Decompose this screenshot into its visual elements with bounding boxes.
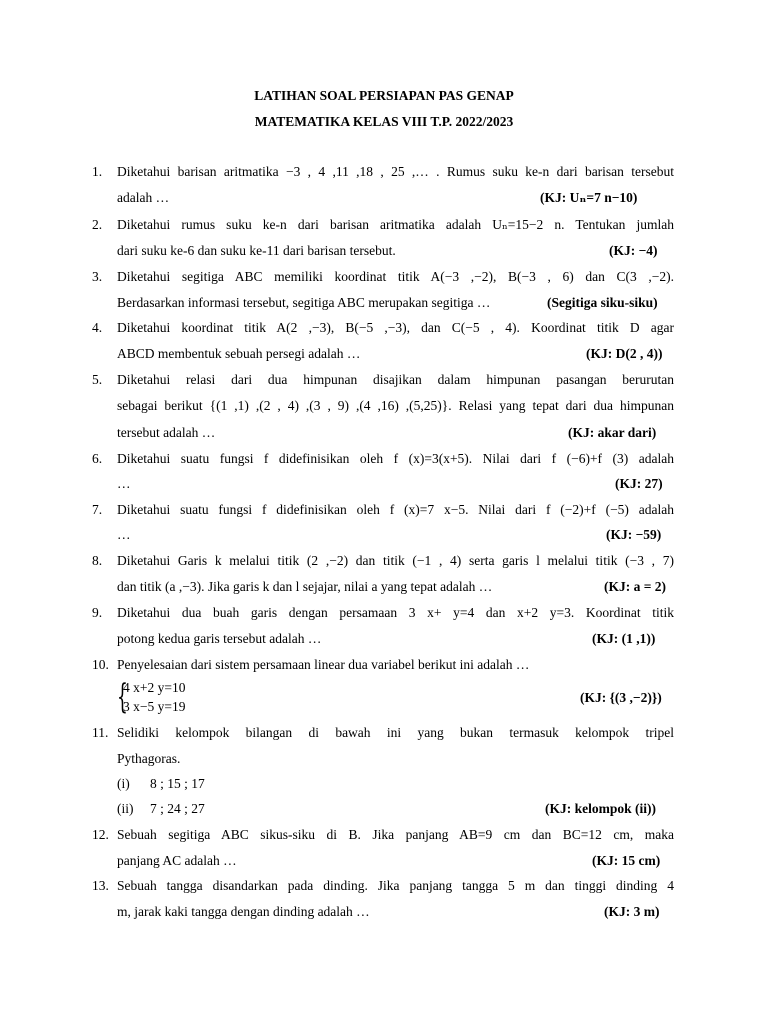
question-number: 5.: [92, 372, 103, 387]
answer-key: (KJ: {(3 ,−2)}): [580, 690, 662, 705]
answer-key: (KJ: kelompok (ii)): [545, 801, 656, 816]
equation-1: 4 x+2 y=10: [123, 680, 186, 695]
answer-key: (KJ: −59): [606, 527, 662, 542]
question-text: Sebuah segitiga ABC sikus-siku di B. Jika panjang AB=9 cm dan BC=12 cm, maka: [117, 827, 674, 842]
answer-key: (Segitiga siku-siku): [547, 295, 658, 310]
question-number: 6.: [92, 451, 103, 466]
option-value: 7 ; 24 ; 27: [150, 801, 205, 816]
answer-key: (KJ: −4): [609, 243, 658, 258]
question-number: 10.: [92, 657, 109, 672]
question-number: 1.: [92, 164, 103, 179]
answer-key: (KJ: 15 cm): [592, 853, 661, 868]
equation-2: 3 x−5 y=19: [123, 699, 186, 714]
question-text: Diketahui Garis k melalui titik (2 ,−2) dan titik (−1 , 4) serta garis l melalui titik (−3 , 7): [117, 553, 674, 568]
question-number: 11.: [92, 725, 109, 740]
question-text: Diketahui koordinat titik A(2 ,−3), B(−5 ,−3), dan C(−5 , 4). Koordinat titik D agar: [117, 320, 674, 335]
answer-key: (KJ: D(2 , 4)): [586, 346, 663, 361]
brace-symbol: {: [117, 677, 128, 717]
answer-key: (KJ: Uₙ=7 n−10): [540, 190, 638, 205]
question-text: dari suku ke-6 dan suku ke-11 dari barisan tersebut.: [117, 243, 396, 258]
question-text: Diketahui suatu fungsi f didefinisikan oleh f (x)=3(x+5). Nilai dari f (−6)+f (3) adalah: [117, 451, 674, 466]
answer-key: (KJ: 3 m): [604, 904, 660, 919]
question-number: 12.: [92, 827, 109, 842]
answer-key: (KJ: a = 2): [604, 579, 667, 594]
question-text: Sebuah tangga disandarkan pada dinding. Jika panjang tangga 5 m dan tinggi dinding 4: [117, 878, 674, 893]
question-number: 9.: [92, 605, 103, 620]
question-text: Diketahui barisan aritmatika −3 , 4 ,11 ,18 , 25 ,… . Rumus suku ke-n dari barisan tersebut: [117, 164, 674, 179]
question-text: m, jarak kaki tangga dengan dinding adalah …: [117, 904, 370, 919]
document-subtitle: MATEMATIKA KELAS VIII T.P. 2022/2023: [254, 114, 514, 129]
question-text: …: [117, 527, 131, 542]
question-text: sebagai berikut {(1 ,1) ,(2 , 4) ,(3 , 9) ,(4 ,16) ,(5,25)}. Relasi yang tepat dari dua himpunan: [117, 398, 674, 413]
question-number: 7.: [92, 502, 103, 517]
question-text: adalah …: [117, 190, 170, 205]
answer-key: (KJ: 27): [615, 476, 663, 491]
question-text: Diketahui relasi dari dua himpunan disajikan dalam himpunan pasangan berurutan: [117, 372, 674, 387]
question-number: 2.: [92, 217, 103, 232]
question-text: Diketahui suatu fungsi f didefinisikan oleh f (x)=7 x−5. Nilai dari f (−2)+f (−5) adalah: [117, 502, 674, 517]
question-text: potong kedua garis tersebut adalah …: [117, 631, 322, 646]
question-text: Berdasarkan informasi tersebut, segitiga ABC merupakan segitiga …: [117, 295, 491, 310]
question-text: Penyelesaian dari sistem persamaan linear dua variabel berikut ini adalah …: [117, 657, 530, 672]
answer-key: (KJ: (1 ,1)): [592, 631, 656, 646]
question-number: 4.: [92, 320, 103, 335]
option-value: 8 ; 15 ; 17: [150, 776, 205, 791]
option-label: (i): [117, 776, 130, 791]
question-text: Diketahui rumus suku ke-n dari barisan aritmatika adalah Uₙ=15−2 n. Tentukan jumlah: [117, 217, 674, 232]
question-text: panjang AC adalah …: [117, 853, 237, 868]
question-text: Pythagoras.: [117, 751, 181, 766]
question-text: ABCD membentuk sebuah persegi adalah …: [117, 346, 361, 361]
question-number: 3.: [92, 269, 103, 284]
answer-key: (KJ: akar dari): [568, 425, 657, 440]
question-text: tersebut adalah …: [117, 425, 216, 440]
question-text: dan titik (a ,−3). Jika garis k dan l sejajar, nilai a yang tepat adalah …: [117, 579, 493, 594]
question-text: Diketahui dua buah garis dengan persamaan 3 x+ y=4 dan x+2 y=3. Koordinat titik: [117, 605, 674, 620]
question-number: 13.: [92, 878, 109, 893]
option-label: (ii): [117, 801, 134, 816]
question-text: Diketahui segitiga ABC memiliki koordinat titik A(−3 ,−2), B(−3 , 6) dan C(3 ,−2).: [117, 269, 674, 284]
question-text: …: [117, 476, 131, 491]
question-number: 8.: [92, 553, 103, 568]
question-text: Selidiki kelompok bilangan di bawah ini yang bukan termasuk kelompok tripel: [117, 725, 674, 740]
document-title: LATIHAN SOAL PERSIAPAN PAS GENAP: [254, 88, 514, 103]
